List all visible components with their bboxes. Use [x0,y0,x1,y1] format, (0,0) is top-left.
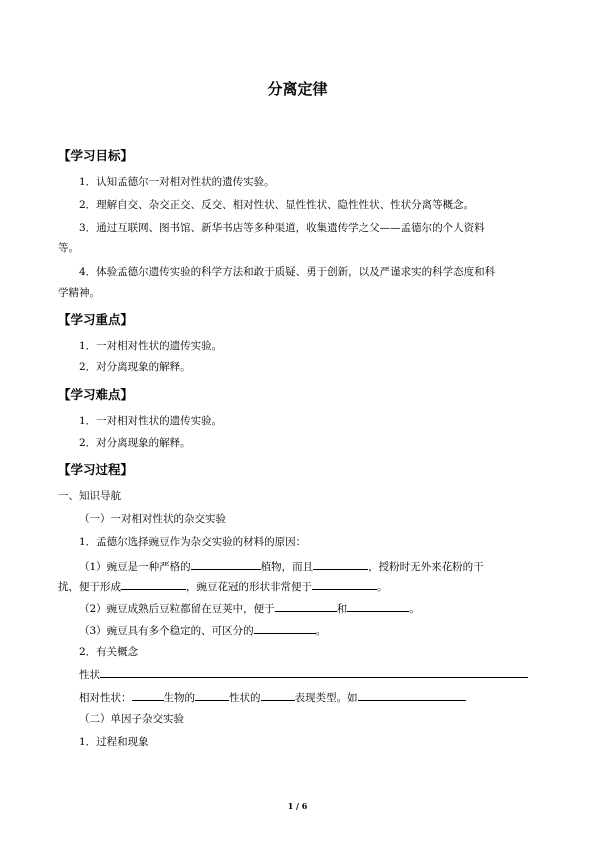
goal-4-cont: 学精神。 [58,287,100,299]
key-point-1: 1．一对相对性状的遗传实验。 [79,340,223,352]
concept-trait [79,666,528,682]
blank-relative-2[interactable] [195,689,229,701]
subsection-1: （一）一对相对性状的杂交实验 [79,513,226,525]
question-1c-text-1: （3）豌豆具有多个稳定的、可区分的 [79,625,254,637]
blank-pollination-condition[interactable] [313,558,368,570]
concept-relative-trait [79,689,466,705]
concept-trait-label: 性状 [79,669,100,681]
key-point-2: 2．对分离现象的解释。 [79,361,191,373]
goal-1: 1．认知孟德尔一对相对性状的遗传实验。 [79,176,275,188]
relative-trait-text-1: 相对性状： [79,692,132,704]
blank-relative-1[interactable] [132,689,164,701]
goal-3-cont: 等。 [58,242,79,254]
heading-process: 【学习过程】 [58,462,134,477]
knowledge-nav: 一、知识导航 [58,490,121,502]
question-1b [79,600,420,616]
question-1c [79,622,326,638]
question-1b-text-1: （2）豌豆成熟后豆粒都留在豆荚中，便于 [79,603,275,615]
page-number: 1 / 6 [287,801,308,811]
question-1: 1．孟德尔选择豌豆作为杂交实验的材料的原因： [79,536,307,548]
question-3: 1．过程和现象 [79,736,149,748]
question-1b-text-2: 和 [336,603,348,615]
question-1a-text-3: ，授粉时无外来花粉的干 [368,561,484,573]
page-title: 分离定律 [267,80,328,98]
blank-convenient-2[interactable] [347,600,409,612]
question-1a [79,558,484,574]
question-1c-text-2: 。 [315,625,327,637]
goal-4: 4．体验孟德尔遗传实验的科学方法和敢于质疑、勇于创新，以及严谨求实的科学态度和科 [79,266,496,278]
relative-trait-text-3: 性状的 [229,692,261,704]
blank-relative-3[interactable] [261,689,295,701]
relative-trait-text-2: 生物的 [163,692,195,704]
question-1a-text-2: 植物，而且 [260,561,314,573]
question-1a-text-5: ，豌豆花冠的形状非常便于 [186,581,312,593]
blank-convenient-for[interactable] [312,578,377,590]
blank-trait-definition[interactable] [100,666,528,678]
relative-trait-text-4: 表现类型。如 [294,692,358,704]
heading-key-points: 【学习重点】 [58,312,134,327]
question-1a-text-1: （1）豌豆是一种严格的 [79,561,191,573]
question-1a-text-4: 扰，便于形成 [58,581,121,593]
goal-3: 3．通过互联网、图书馆、新华书店等多种渠道，收集遗传学之父——孟德尔的个人资料 [79,222,485,234]
blank-relative-example[interactable] [358,689,466,701]
goal-2: 2．理解自交、杂交正交、反交、相对性状、显性性状、隐性性状、性状分离等概念。 [79,199,475,211]
subsection-2: （二）单因子杂交实验 [79,713,184,725]
question-2: 2．有关概念 [79,646,139,658]
question-1a-text-6: 。 [377,581,388,593]
blank-convenient-1[interactable] [275,600,337,612]
heading-difficult-points: 【学习难点】 [58,387,134,402]
blank-form-result[interactable] [121,578,186,590]
heading-goals: 【学习目标】 [58,148,134,163]
blank-pollination-type[interactable] [191,558,261,570]
question-1a-cont [58,578,388,594]
blank-distinguishable[interactable] [254,622,316,634]
question-1b-text-3: 。 [409,603,420,615]
difficult-point-1: 1．一对相对性状的遗传实验。 [79,415,223,427]
difficult-point-2: 2．对分离现象的解释。 [79,437,191,449]
